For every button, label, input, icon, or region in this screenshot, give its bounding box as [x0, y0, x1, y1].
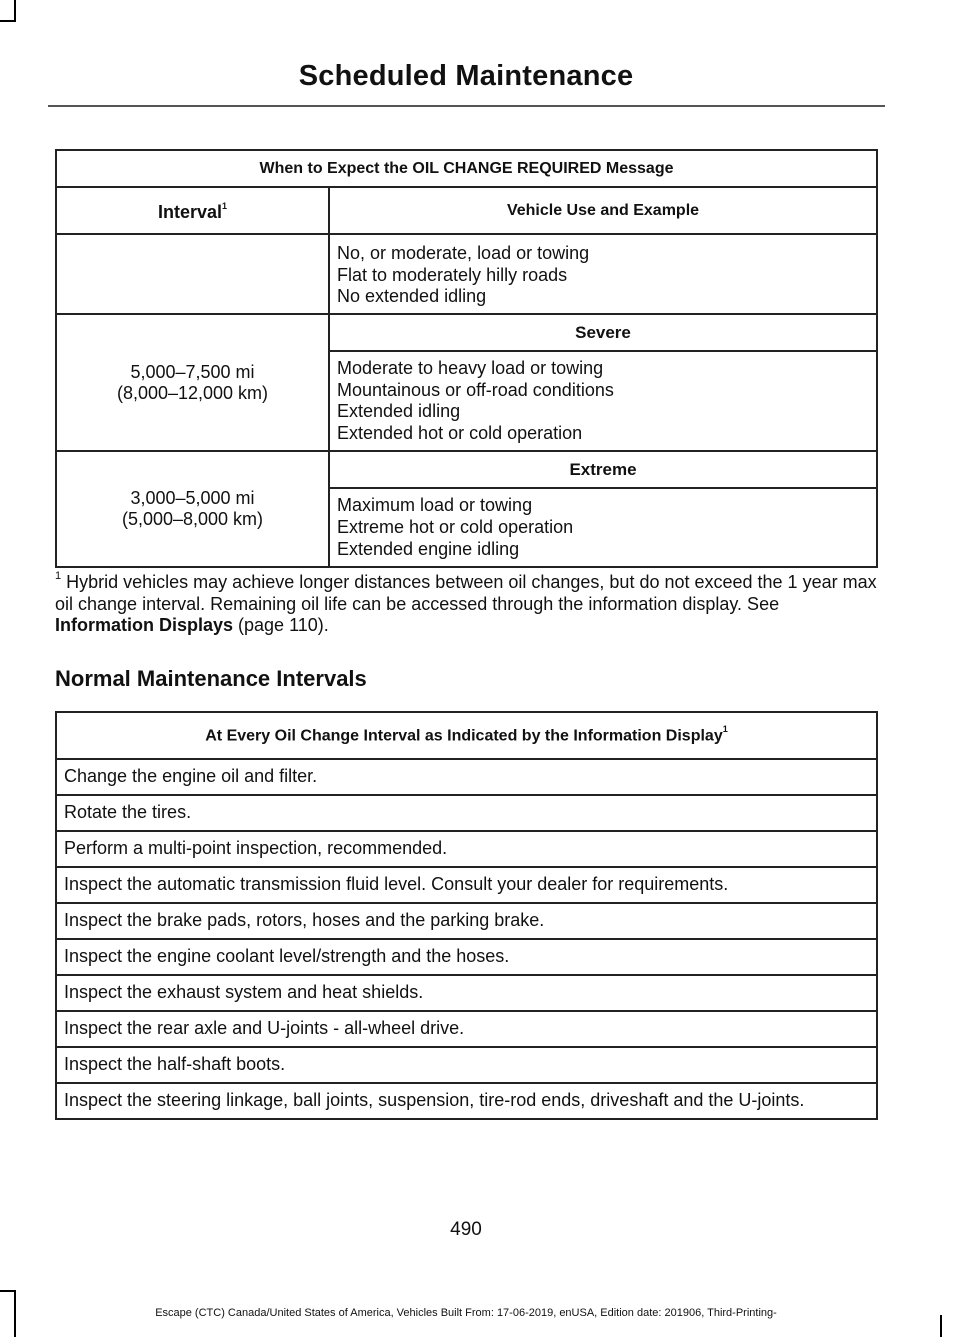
level-label-severe: Severe — [329, 314, 877, 351]
oil-change-table — [55, 149, 878, 568]
column-header-label: Interval — [157, 202, 222, 222]
interval-kilometers: (5,000–8,000 km) — [121, 509, 264, 530]
footnote-page-ref: (page 110). — [233, 615, 329, 635]
table-row — [56, 795, 877, 831]
table-row — [56, 759, 877, 795]
maintenance-item: Inspect the brake pads, rotors, hoses and the parking brake. — [56, 903, 877, 939]
maintenance-item: Inspect the half-shaft boots. — [56, 1047, 877, 1083]
use-line: Moderate to heavy load or towing — [337, 358, 604, 378]
use-cell — [329, 234, 877, 314]
maintenance-item: Inspect the exhaust system and heat shields. — [56, 975, 877, 1011]
table-caption — [56, 712, 877, 759]
table-row — [56, 975, 877, 1011]
table-row — [56, 831, 877, 867]
table-row — [56, 1011, 877, 1047]
maintenance-item: Inspect the automatic transmission fluid level. Consult your dealer for requirements. — [56, 867, 877, 903]
maintenance-item: Inspect the rear axle and U-joints - all-wheel drive. — [56, 1011, 877, 1047]
interval-cell — [56, 451, 329, 567]
section-heading: Normal Maintenance Intervals — [55, 666, 367, 691]
interval-miles: 5,000–7,500 mi — [130, 361, 255, 382]
maintenance-item: Rotate the tires. — [56, 795, 877, 831]
crop-mark — [14, 0, 16, 22]
maintenance-item: Inspect the steering linkage, ball joints, suspension, tire-rod ends, driveshaft and the U-joints. — [56, 1083, 877, 1119]
table-caption-text: At Every Oil Change Interval as Indicated by the Information Display — [205, 727, 723, 745]
footer-text: Escape (CTC) Canada/United States of America, Vehicles Built From: 17-06-2019, enUSA, Edition date: 201906, Third-Printing- — [155, 1307, 777, 1319]
interval-miles: 3,000–5,000 mi — [130, 488, 255, 509]
interval-cell — [56, 234, 329, 314]
table-row — [56, 939, 877, 975]
use-line: Maximum load or towing — [337, 495, 533, 516]
level-label-extreme: Extreme — [329, 451, 877, 488]
crop-mark — [940, 1315, 942, 1337]
interval-cell — [56, 314, 329, 451]
footnote-marker: 1 — [222, 201, 228, 211]
maintenance-item: Change the engine oil and filter. — [56, 759, 877, 795]
table-row — [56, 903, 877, 939]
maintenance-table — [55, 711, 878, 1120]
use-line: Mountainous or off-road conditions — [337, 379, 614, 400]
use-line: Extended hot or cold operation — [337, 422, 583, 443]
table-caption: When to Expect the OIL CHANGE REQUIRED Message — [56, 150, 877, 187]
footnote-marker: 1 — [55, 570, 62, 582]
cross-reference-link[interactable]: Information Displays — [55, 615, 234, 635]
footnote — [55, 568, 880, 637]
use-line: Extended engine idling — [337, 538, 520, 559]
column-header-interval — [56, 187, 329, 234]
use-cell — [329, 488, 877, 567]
table-row — [56, 451, 877, 488]
use-line: Extended idling — [337, 401, 461, 422]
table-row — [56, 867, 877, 903]
footnote-marker: 1 — [722, 723, 728, 734]
use-line: Flat to moderately hilly roads — [337, 264, 568, 285]
page-number: 490 — [450, 1219, 482, 1240]
crop-mark — [0, 1290, 16, 1292]
page-title: Scheduled Maintenance — [298, 60, 634, 92]
maintenance-item: Inspect the engine coolant level/strength and the hoses. — [56, 939, 877, 975]
header-divider — [48, 105, 885, 107]
table-row — [56, 234, 877, 314]
table-row — [56, 314, 877, 351]
table-row — [56, 1083, 877, 1119]
footnote-text: Hybrid vehicles may achieve longer distances between oil changes, but do not exceed the 1 year max oil change interval. Remaining oil life can be accessed through the information display. See — [55, 572, 877, 614]
use-cell — [329, 351, 877, 451]
use-line: No, or moderate, load or towing — [337, 243, 590, 263]
column-header-use: Vehicle Use and Example — [329, 187, 877, 234]
table-row — [56, 1047, 877, 1083]
use-line: Extreme hot or cold operation — [337, 516, 574, 537]
maintenance-item: Perform a multi-point inspection, recommended. — [56, 831, 877, 867]
use-line: No extended idling — [337, 286, 487, 307]
interval-kilometers: (8,000–12,000 km) — [116, 382, 269, 403]
crop-mark — [0, 20, 16, 22]
